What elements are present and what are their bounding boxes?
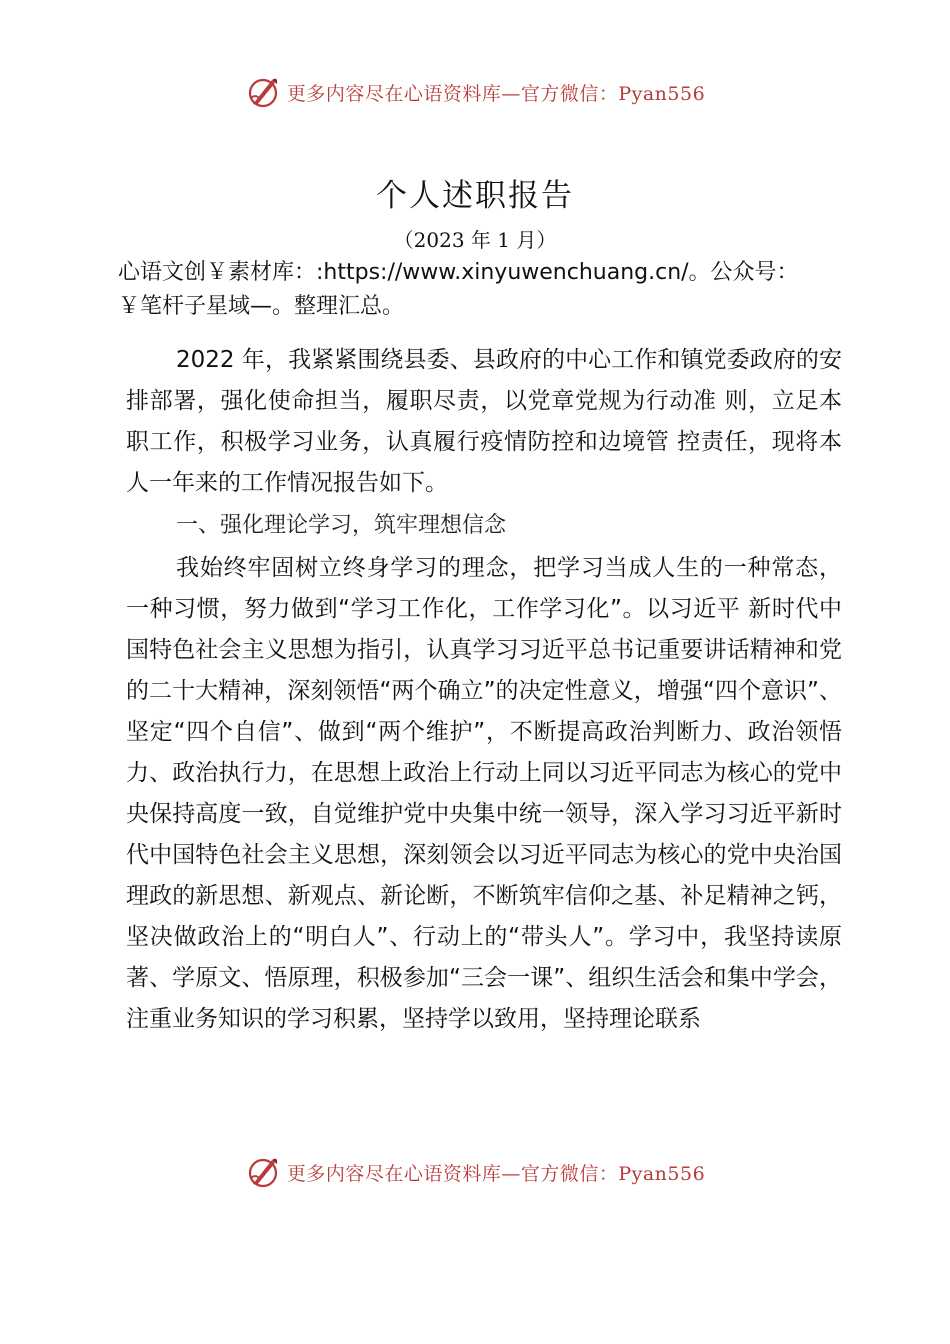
watermark-text: 更多内容尽在心语资料库—官方微信：Pyan556 xyxy=(286,1162,706,1185)
intro-paragraph: 2022 年，我紧紧围绕县委、县政府的中心工作和镇党委政府的安排部署，强化使命担当，履职尽责，以党章党规为行动准 则，立足本职工作，积极学习业务，认真履行疫情防控和边境管 控责任，现将本人一年来的工作情况报告如下。 xyxy=(126,347,842,496)
document-title: 个人述职报告 xyxy=(376,178,574,214)
quill-pen-logo-icon xyxy=(245,74,281,110)
section-paragraph: 我始终牢固树立终身学习的理念，把学习当成人生的一种常态，一种习惯，努力做到“学习工作化，工作学习化”。以习近平 新时代中国特色社会主义思想为指引，认真学习习近平总书记重要讲话精神和党的二十大精神，深刻领悟“两个确立”的决定性意义，增强“四个意识”、坚定“四个自信”、做到“两个维护”，不断提高政治判断力、政治领悟力、政治执行力，在思想上政治上行动上同以习近平同志为核心的党中央保持高度一致，自觉维护党中央集中统一领导，深入学习习近平新时代中国特色社会主义思想，深刻领会以习近平同志为核心的党中央治国理政的新思想、新观点、新论断，不断筑牢信仰之基、补足精神之钙，坚决做政治上的“明白人”、行动上的“带头人”。学习中，我坚持读原著、学原文、悟原理，积极参加“三会一课”、组织生活会和集中学会，注重业务知识的学习积累，坚持学以致用，坚持理论联系 xyxy=(126,555,842,1032)
section-heading: 一、强化理论学习，筑牢理想信念 xyxy=(176,513,507,538)
quill-pen-logo-icon xyxy=(245,1154,281,1190)
source-note: 心语文创￥素材库：:https://www.xinyuwenchuang.cn/。公众号：￥笔杆子星域—。整理汇总。 xyxy=(118,260,799,319)
watermark-text: 更多内容尽在心语资料库—官方微信：Pyan556 xyxy=(286,82,706,105)
header-watermark xyxy=(0,72,950,112)
footer-watermark xyxy=(0,1152,950,1192)
document-date: （2023 年 1 月） xyxy=(393,228,557,252)
